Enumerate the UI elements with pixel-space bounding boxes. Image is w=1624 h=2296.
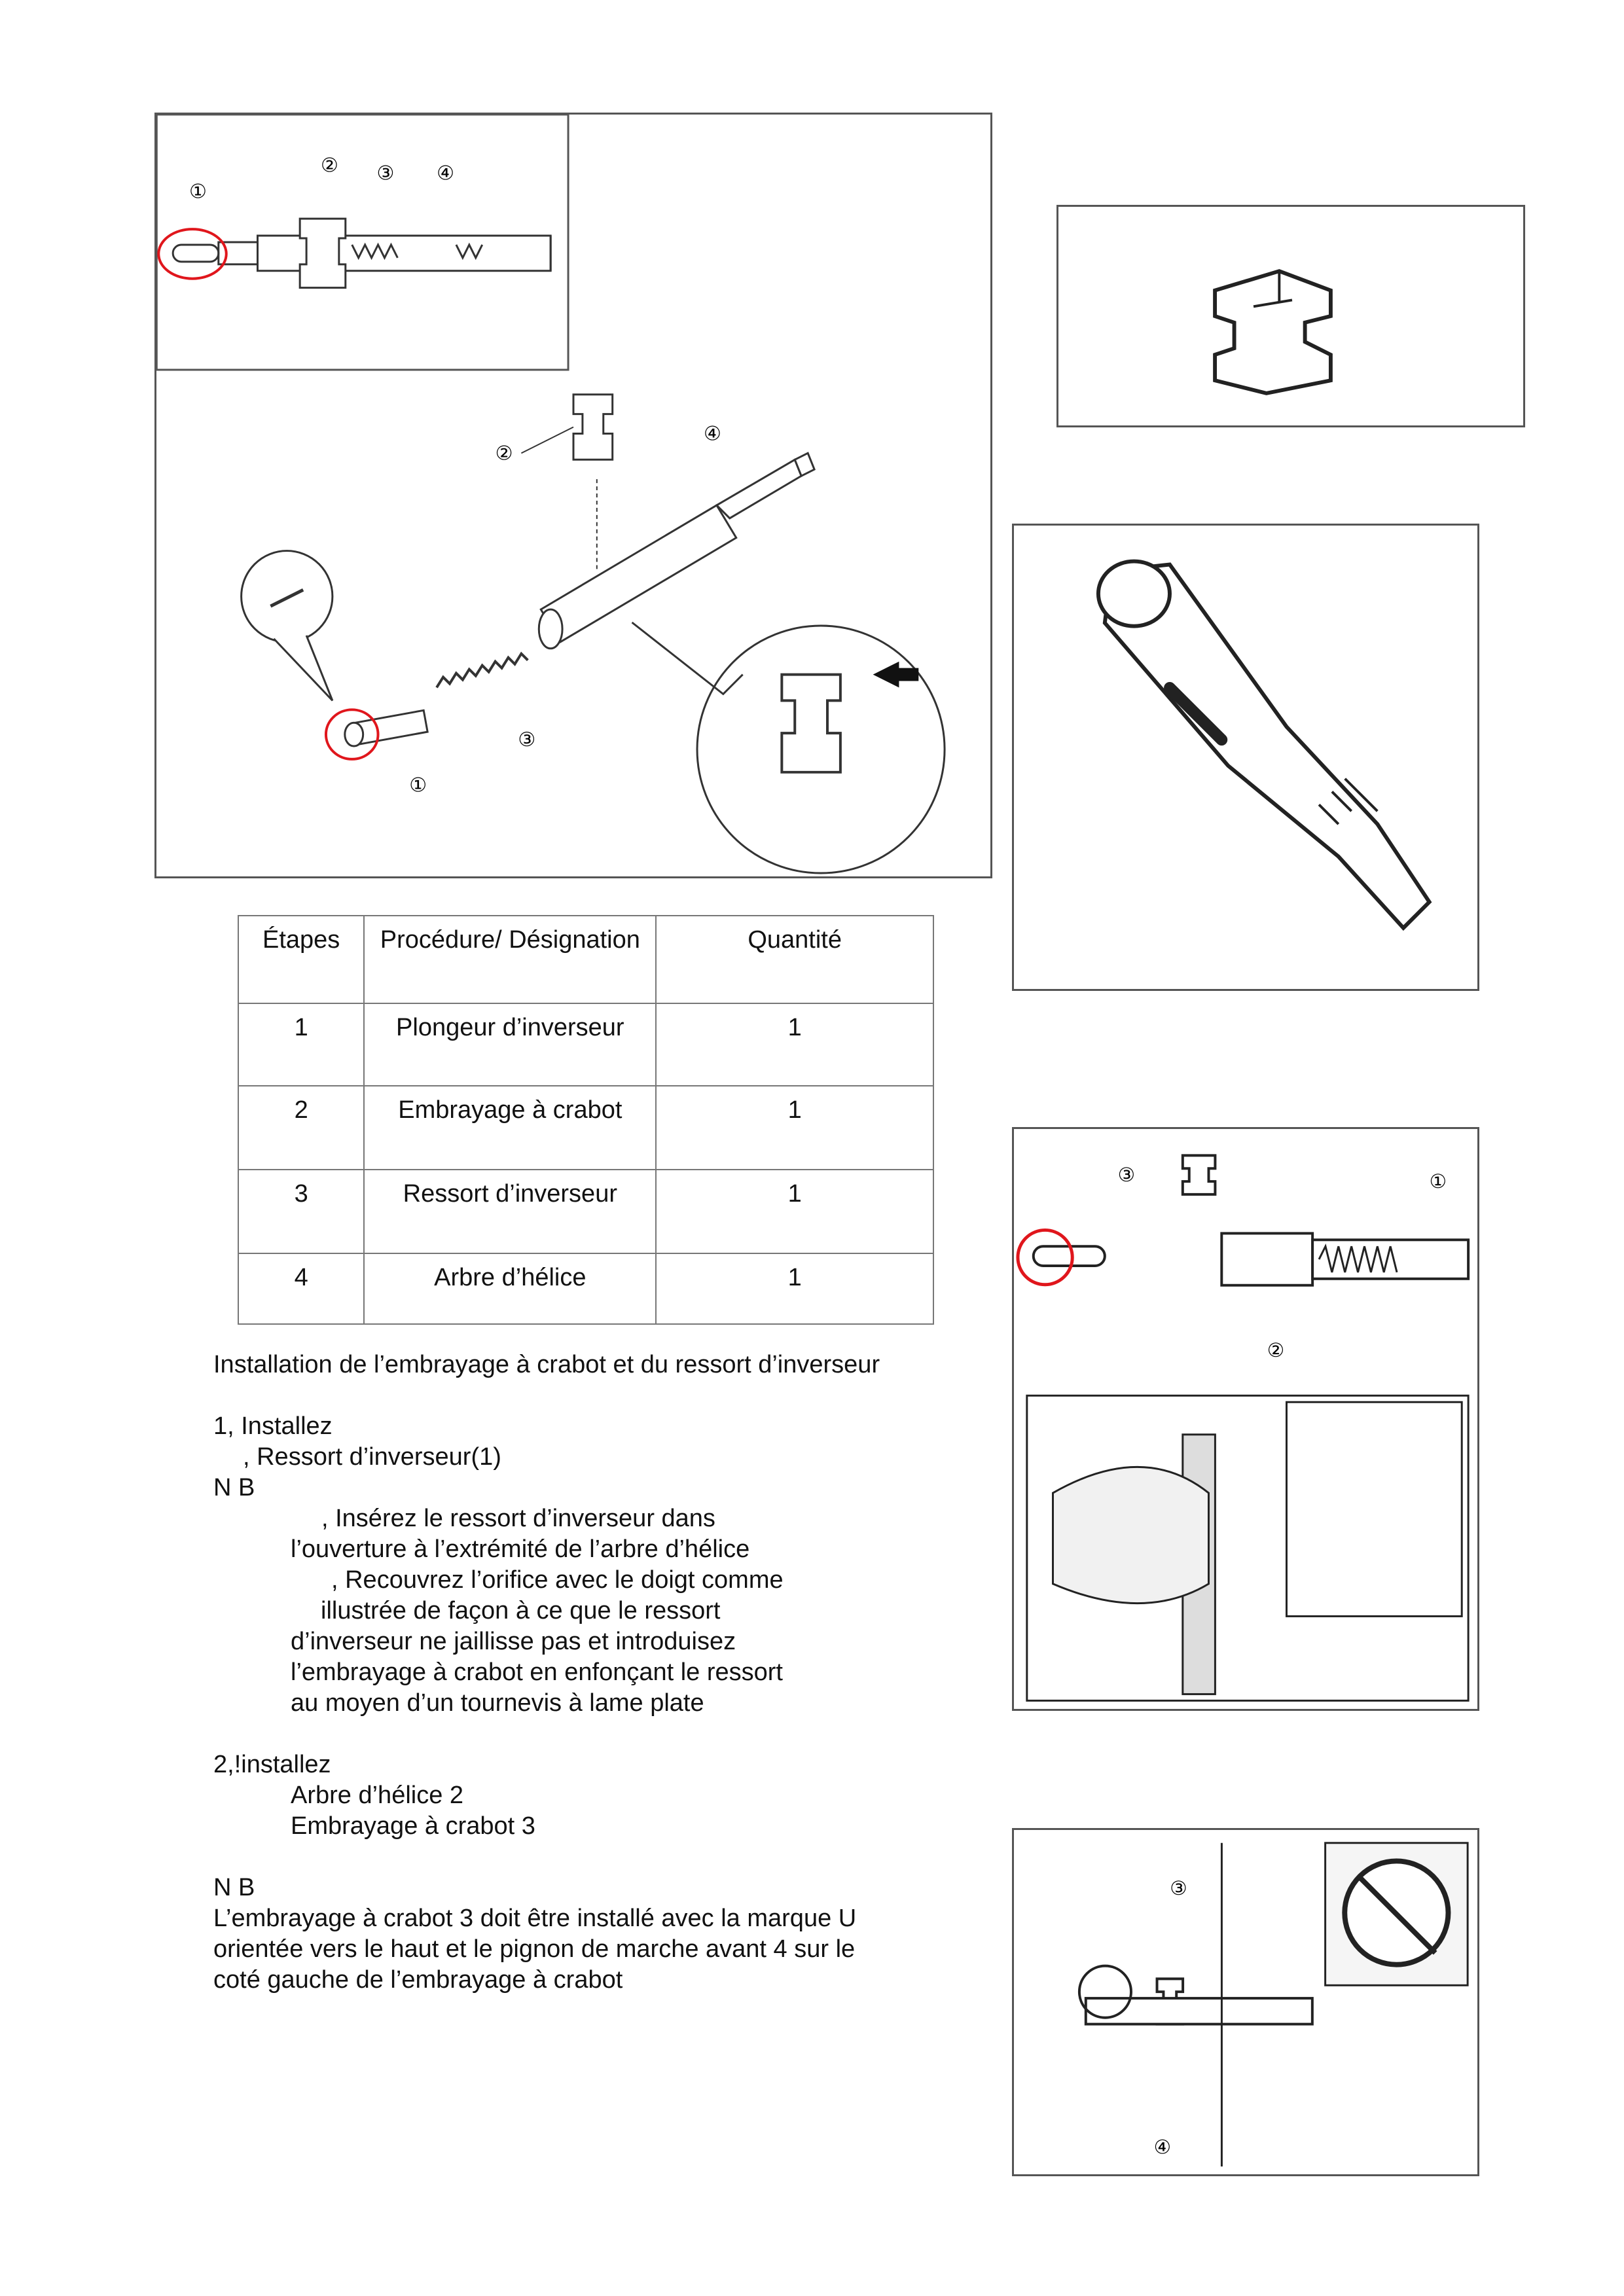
orientation-photo (1012, 1828, 1479, 2176)
nb1-line: d’inverseur ne jaillisse pas et introduisez (291, 1628, 736, 1655)
cell-name: Ressort d’inverseur (364, 1170, 656, 1253)
nb1-line: illustrée de façon à ce que le ressort (321, 1597, 721, 1624)
dog-clutch-photo (1056, 205, 1525, 427)
installation-photo (1012, 1127, 1479, 1711)
inverter-spring (437, 654, 528, 688)
cell-qty: 1 (656, 1086, 933, 1170)
nb1-line: au moyen d’un tournevis à lame plate (291, 1689, 704, 1717)
cell-name: Plongeur d’inverseur (364, 1003, 656, 1086)
exploded-diagram-svg (156, 115, 990, 876)
table-row (238, 1003, 933, 1086)
callout-4: ④ (437, 162, 454, 185)
callout-1-main: ① (409, 774, 427, 797)
photo-callout-3: ③ (1117, 1164, 1136, 1187)
nb1-line: l’ouverture à l’extrémité de l’arbre d’hélice (291, 1535, 750, 1563)
instructions-block (213, 1350, 881, 1996)
nb1-line: , Insérez le ressort d’inverseur dans (321, 1505, 715, 1532)
step2-heading: 2,!installez (213, 1751, 331, 1778)
step2-item: Arbre d’hélice 2 (291, 1782, 464, 1809)
cell-step: 2 (238, 1086, 364, 1170)
nb1-line: l’embrayage à crabot en enfonçant le ressort (291, 1659, 783, 1686)
table-row (238, 1253, 933, 1324)
nb2-label: N B (213, 1874, 255, 1901)
callout-2-main: ② (495, 442, 513, 465)
cell-step: 3 (238, 1170, 364, 1253)
callout-2: ② (320, 154, 338, 177)
cell-qty: 1 (656, 1170, 933, 1253)
cell-name: Arbre d’hélice (364, 1253, 656, 1324)
header-quantity: Quantité (656, 916, 933, 1003)
step1-heading: 1, Installez (213, 1412, 333, 1440)
inset-shaft-assembly (173, 219, 550, 287)
callout-3: ③ (376, 162, 395, 185)
inverter-plunger (345, 710, 427, 746)
instructions-title: Installation de l’embrayage à crabot et du ressort d’inverseur (213, 1351, 880, 1378)
photo-callout-2: ② (1267, 1339, 1285, 1361)
cell-name: Embrayage à crabot (364, 1086, 656, 1170)
header-steps: Étapes (238, 916, 364, 1003)
propeller-shaft (539, 453, 814, 648)
parts-table (238, 915, 934, 1325)
cell-step: 4 (238, 1253, 364, 1324)
header-procedure: Procédure/ Désignation (364, 916, 656, 1003)
nb1-label: N B (213, 1474, 255, 1501)
callout-3-main: ③ (518, 729, 536, 751)
nb1-line: , Recouvrez l’orifice avec le doigt comme (331, 1566, 784, 1594)
table-header-row (238, 916, 933, 1003)
callout-4-main: ④ (703, 423, 721, 445)
step1-item: , Ressort d’inverseur(1) (243, 1443, 501, 1471)
cell-qty: 1 (656, 1253, 933, 1324)
cell-step: 1 (238, 1003, 364, 1086)
photo-callout-1: ① (1429, 1170, 1447, 1193)
photo-callout-4: ④ (1153, 2136, 1172, 2159)
exploded-diagram (154, 113, 992, 878)
propeller-shaft-photo (1012, 524, 1479, 991)
highlight-circle (158, 229, 226, 279)
step2-item: Embrayage à crabot 3 (291, 1812, 535, 1840)
callout-1: ① (189, 181, 207, 203)
dog-clutch-part (573, 395, 613, 459)
table-row (238, 1170, 933, 1253)
nb2-text: L’embrayage à crabot 3 doit être installé avec la marque U orientée vers le haut et le pignon de marche avant 4 sur le coté gauche de l’embrayage à crabot (213, 1905, 857, 1994)
table-row (238, 1086, 933, 1170)
cell-qty: 1 (656, 1003, 933, 1086)
photo-callout-3b: ③ (1170, 1877, 1187, 1899)
